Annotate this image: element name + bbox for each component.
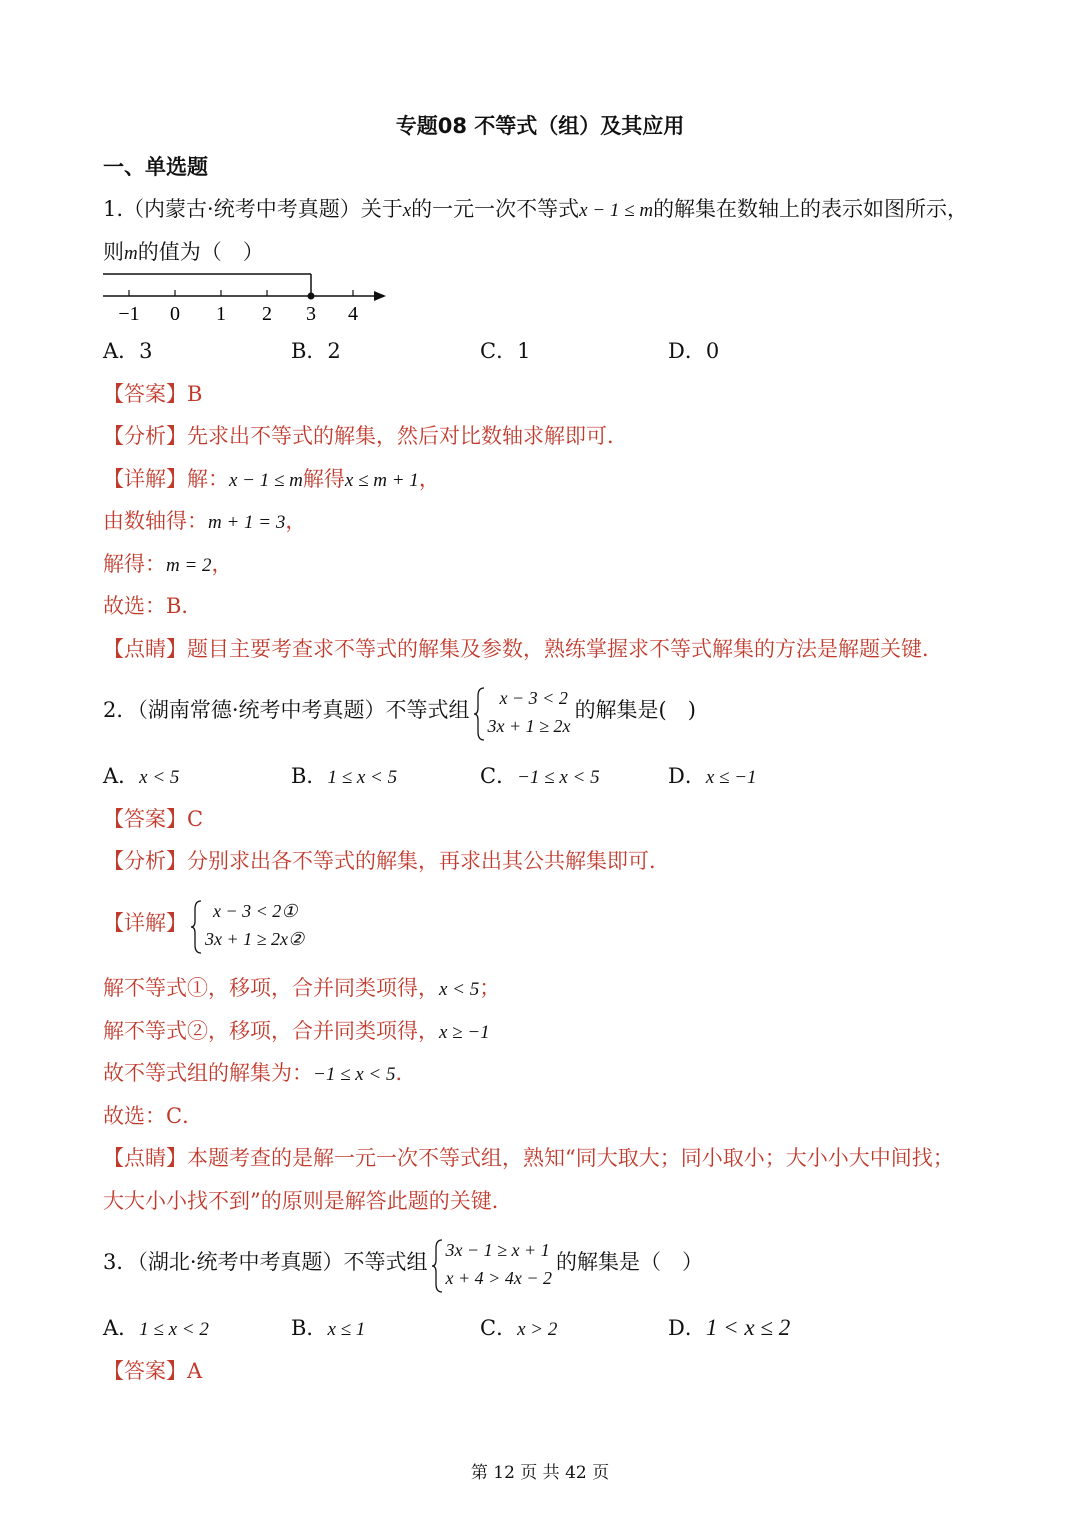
q2-option-c: C．−1 ≤ x < 5 [480,764,600,788]
number-line-arrow [374,291,386,301]
q2-step1: 解不等式①，移项，合并同类项得，x < 5； [103,976,501,1000]
q1-option-b: B．2 [291,339,341,363]
solid-dot-at-3 [308,293,315,300]
q2-step3: 故不等式组的解集为：−1 ≤ x < 5． [103,1061,417,1085]
q2-option-a: A．x < 5 [103,764,180,788]
q2-detail [103,893,308,953]
q1-inequality: x − 1 ≤ m [579,200,654,221]
document-title: 专题08 不等式（组）及其应用 [395,114,685,138]
tick-label: −1 [118,303,140,325]
q2-analysis: 【分析】分别求出各不等式的解集，再求出其公共解集即可． [103,849,670,873]
tick-label: 0 [170,303,180,325]
q2-detail-label: 【详解】 [103,911,187,935]
q3-stem-b: 的解集是（ ） [555,1250,703,1274]
q3-option-c: C．x > 2 [480,1316,558,1340]
q3-sys-row2: x + 4 > 4x − 2 [445,1267,552,1288]
q1-step1-a: 由数轴得： [103,509,208,533]
q1-step1-b: ， [285,509,307,533]
q1-detail-c: ， [418,467,440,491]
q2-stem-b: 的解集是( ) [574,698,696,722]
q1-step2-a: 解得： [103,552,166,576]
q2-sys-row1: x − 3 < 2 [499,687,568,708]
q1-line2-a: 则 [103,240,124,264]
q2-dsys-row1: x − 3 < 2① [213,900,298,921]
brace-icon [432,1238,444,1294]
q2-sys-row2: 3x + 1 ≥ 2x [487,715,571,736]
q1-detail-b: 解得 [302,467,345,491]
q2-comment-line2: 大大小小找不到”的原则是解答此题的关键． [103,1189,513,1213]
q1-stem-line1 [103,194,968,226]
q2-step2: 解不等式②，移项，合并同类项得，x ≥ −1 [103,1019,490,1043]
q1-answer: 【答案】B [103,382,203,406]
q1-option-c: C．1 [480,339,531,363]
q3-inequality-system [432,1236,552,1292]
q1-step2-b: ， [211,552,233,576]
q2-stem [103,680,696,740]
page-footer: 第 12 页 共 42 页 [470,1463,610,1483]
q1-var-x: x [402,200,412,221]
q1-stem-line2 [103,237,264,269]
q1-step2-math: m = 2 [166,555,212,576]
q2-option-b: B．1 ≤ x < 5 [291,764,398,788]
brace-icon [191,899,203,955]
q1-detail [103,464,440,496]
q1-detail-math2: x ≤ m + 1 [344,470,419,491]
q1-var-m: m [124,243,138,264]
q1-option-d: D．0 [668,339,720,363]
q3-sys-row1: 3x − 1 ≥ x + 1 [445,1239,550,1260]
q2-detail-system [191,897,304,953]
q1-step1 [103,506,306,538]
number-line-figure [100,268,400,328]
q1-step1-math: m + 1 = 3 [208,512,286,533]
q3-option-b: B．x ≤ 1 [291,1316,366,1340]
q1-comment: 【点睛】题目主要考查求不等式的解集及参数，熟练掌握求不等式解集的方法是解题关键． [103,637,943,661]
q2-stem-a: 2．（湖南常德·统考中考真题）不等式组 [103,698,470,722]
q1-stem-a: 1.（内蒙古·统考中考真题）关于 [103,197,403,221]
q3-option-a: A．1 ≤ x < 2 [103,1316,209,1340]
section-heading: 一、单选题 [103,155,208,179]
q1-detail-math1: x − 1 ≤ m [229,470,303,491]
q1-choose: 故选：B． [103,594,203,618]
q3-stem [103,1232,703,1292]
tick-label: 1 [216,303,226,325]
q1-stem-b: 的一元一次不等式 [411,197,580,221]
q3-option-d: D．1 < x ≤ 2 [668,1315,791,1340]
q1-step2 [103,549,233,581]
q1-detail-a: 【详解】解： [103,467,229,491]
q2-answer: 【答案】C [103,807,204,831]
q2-option-d: D．x ≤ −1 [668,764,757,788]
q3-answer: 【答案】A [103,1359,203,1383]
tick-label: 2 [262,303,272,325]
brace-icon [474,686,486,742]
q1-line2-b: 的值为（ ） [137,240,264,264]
q1-option-a: A．3 [103,339,153,363]
q2-comment-line1: 【点睛】本题考查的是解一元一次不等式组，熟知“同大取大；同小取小；大小小大中间找； [103,1146,954,1170]
q3-stem-a: 3．（湖北·统考中考真题）不等式组 [103,1250,428,1274]
q2-inequality-system [474,684,571,740]
q1-analysis: 【分析】先求出不等式的解集，然后对比数轴求解即可． [103,424,628,448]
q1-stem-c: 的解集在数轴上的表示如图所示， [653,197,969,221]
tick-label: 3 [306,303,316,325]
tick-label: 4 [348,303,358,325]
q2-choose: 故选：C． [103,1104,204,1128]
q2-dsys-row2: 3x + 1 ≥ 2x② [205,928,305,949]
